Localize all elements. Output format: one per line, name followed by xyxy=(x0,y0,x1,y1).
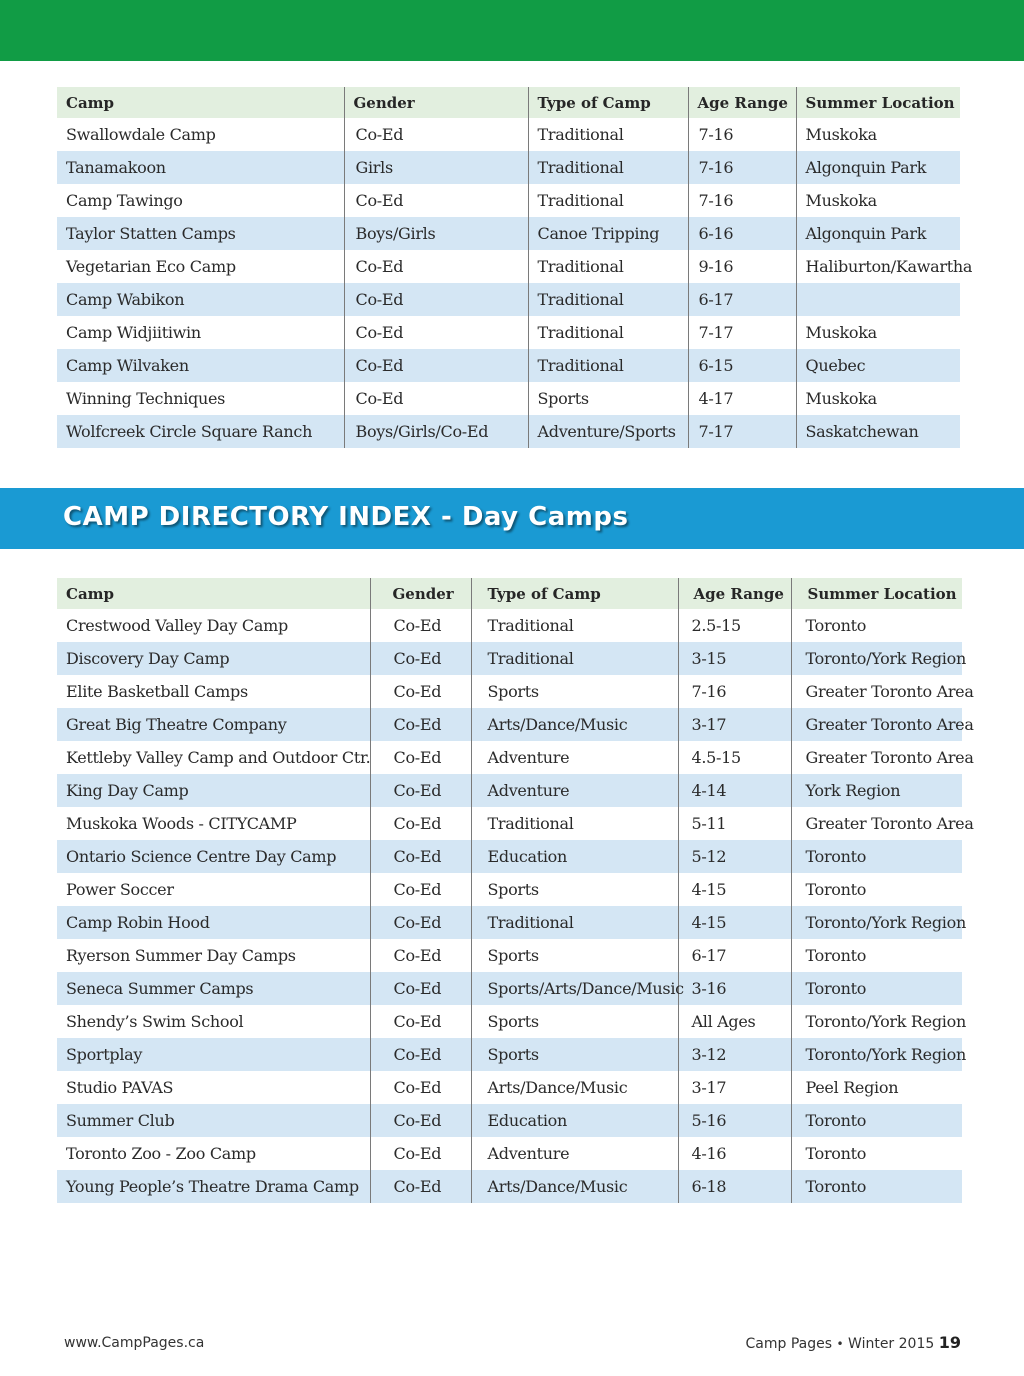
cell-camp: Muskoka Woods - CITYCAMP xyxy=(57,807,370,840)
section-title: CAMP DIRECTORY INDEX - Day Camps xyxy=(63,502,629,532)
cell-camp: Ryerson Summer Day Camps xyxy=(57,939,370,972)
cell-summer-location: Toronto xyxy=(791,873,962,906)
cell-age-range: 3-15 xyxy=(678,642,791,675)
cell-camp: Seneca Summer Camps xyxy=(57,972,370,1005)
table-row xyxy=(57,316,960,349)
cell-gender: Co-Ed xyxy=(370,675,471,708)
cell-summer-location: Greater Toronto Area xyxy=(791,675,962,708)
cell-gender: Boys/Girls/Co-Ed xyxy=(344,415,528,448)
footer-publication: Camp Pages xyxy=(745,1336,833,1352)
header-camp: Camp xyxy=(57,87,344,118)
cell-gender: Co-Ed xyxy=(370,708,471,741)
cell-type-of-camp: Traditional xyxy=(528,118,688,151)
table-row xyxy=(57,972,962,1005)
table-row xyxy=(57,184,960,217)
table-row xyxy=(57,807,962,840)
cell-camp: Summer Club xyxy=(57,1104,370,1137)
cell-camp: Swallowdale Camp xyxy=(57,118,344,151)
header-gender: Gender xyxy=(344,87,528,118)
cell-gender: Co-Ed xyxy=(344,316,528,349)
cell-type-of-camp: Traditional xyxy=(471,642,678,675)
table-row xyxy=(57,642,962,675)
cell-camp: Wolfcreek Circle Square Ranch xyxy=(57,415,344,448)
header-camp: Camp xyxy=(57,578,370,609)
cell-camp: King Day Camp xyxy=(57,774,370,807)
cell-summer-location: Toronto xyxy=(791,609,962,642)
cell-age-range: 2.5-15 xyxy=(678,609,791,642)
footer-bullet: • xyxy=(836,1337,844,1351)
cell-camp: Camp Wabikon xyxy=(57,283,344,316)
cell-type-of-camp: Sports xyxy=(471,873,678,906)
cell-age-range: 5-12 xyxy=(678,840,791,873)
cell-gender: Co-Ed xyxy=(370,873,471,906)
cell-type-of-camp: Sports xyxy=(471,939,678,972)
cell-age-range: 4-15 xyxy=(678,906,791,939)
table-header-row xyxy=(57,87,960,118)
cell-gender: Co-Ed xyxy=(370,1005,471,1038)
cell-summer-location: Greater Toronto Area xyxy=(791,741,962,774)
table-row xyxy=(57,1071,962,1104)
cell-type-of-camp: Sports xyxy=(528,382,688,415)
cell-gender: Co-Ed xyxy=(370,807,471,840)
cell-age-range: 4.5-15 xyxy=(678,741,791,774)
cell-age-range: 3-12 xyxy=(678,1038,791,1071)
cell-type-of-camp: Traditional xyxy=(471,906,678,939)
table-row xyxy=(57,939,962,972)
cell-age-range: 4-16 xyxy=(678,1137,791,1170)
table-row xyxy=(57,1170,962,1203)
cell-gender: Co-Ed xyxy=(344,349,528,382)
top-green-band xyxy=(0,0,1024,61)
cell-type-of-camp: Arts/Dance/Music xyxy=(471,708,678,741)
cell-type-of-camp: Traditional xyxy=(528,349,688,382)
cell-age-range: 6-15 xyxy=(688,349,796,382)
cell-camp: Discovery Day Camp xyxy=(57,642,370,675)
cell-gender: Co-Ed xyxy=(370,1038,471,1071)
cell-gender: Co-Ed xyxy=(370,1170,471,1203)
table-row xyxy=(57,1137,962,1170)
header-summer-location: Summer Location xyxy=(791,578,962,609)
cell-type-of-camp: Education xyxy=(471,1104,678,1137)
table-row xyxy=(57,118,960,151)
cell-gender: Girls xyxy=(344,151,528,184)
page-number: 19 xyxy=(938,1333,961,1352)
cell-gender: Co-Ed xyxy=(370,972,471,1005)
cell-type-of-camp: Adventure/Sports xyxy=(528,415,688,448)
table-row xyxy=(57,873,962,906)
cell-summer-location: Toronto/York Region xyxy=(791,906,962,939)
table-row xyxy=(57,1005,962,1038)
cell-camp: Elite Basketball Camps xyxy=(57,675,370,708)
cell-type-of-camp: Arts/Dance/Music xyxy=(471,1170,678,1203)
table-row xyxy=(57,1038,962,1071)
cell-gender: Co-Ed xyxy=(370,939,471,972)
cell-age-range: 5-11 xyxy=(678,807,791,840)
cell-summer-location: Toronto/York Region xyxy=(791,1005,962,1038)
cell-summer-location: Greater Toronto Area xyxy=(791,708,962,741)
cell-camp: Camp Wilvaken xyxy=(57,349,344,382)
cell-camp: Crestwood Valley Day Camp xyxy=(57,609,370,642)
cell-gender: Co-Ed xyxy=(344,118,528,151)
cell-summer-location: Toronto xyxy=(791,1104,962,1137)
table-row xyxy=(57,349,960,382)
cell-summer-location: Greater Toronto Area xyxy=(791,807,962,840)
cell-type-of-camp: Sports/Arts/Dance/Music xyxy=(471,972,678,1005)
cell-camp: Ontario Science Centre Day Camp xyxy=(57,840,370,873)
cell-camp: Sportplay xyxy=(57,1038,370,1071)
table-row xyxy=(57,708,962,741)
cell-age-range: 9-16 xyxy=(688,250,796,283)
cell-age-range: 3-17 xyxy=(678,1071,791,1104)
cell-gender: Co-Ed xyxy=(370,906,471,939)
cell-summer-location: Toronto xyxy=(791,840,962,873)
cell-summer-location xyxy=(796,283,960,316)
cell-type-of-camp: Adventure xyxy=(471,741,678,774)
cell-gender: Co-Ed xyxy=(344,250,528,283)
cell-age-range: 7-17 xyxy=(688,415,796,448)
cell-gender: Co-Ed xyxy=(370,609,471,642)
cell-gender: Co-Ed xyxy=(344,184,528,217)
cell-summer-location: Muskoka xyxy=(796,184,960,217)
table-row xyxy=(57,283,960,316)
cell-age-range: 6-17 xyxy=(678,939,791,972)
cell-camp: Winning Techniques xyxy=(57,382,344,415)
cell-summer-location: Algonquin Park xyxy=(796,151,960,184)
cell-age-range: 7-16 xyxy=(688,151,796,184)
cell-type-of-camp: Traditional xyxy=(528,250,688,283)
cell-summer-location: Toronto/York Region xyxy=(791,1038,962,1071)
cell-summer-location: Peel Region xyxy=(791,1071,962,1104)
cell-summer-location: Toronto xyxy=(791,1137,962,1170)
cell-age-range: 6-16 xyxy=(688,217,796,250)
cell-summer-location: Toronto xyxy=(791,972,962,1005)
cell-age-range: All Ages xyxy=(678,1005,791,1038)
cell-type-of-camp: Canoe Tripping xyxy=(528,217,688,250)
cell-summer-location: Toronto/York Region xyxy=(791,642,962,675)
table-row xyxy=(57,1104,962,1137)
cell-gender: Boys/Girls xyxy=(344,217,528,250)
table-row xyxy=(57,840,962,873)
day-camps-table xyxy=(57,578,974,1203)
cell-type-of-camp: Education xyxy=(471,840,678,873)
cell-type-of-camp: Arts/Dance/Music xyxy=(471,1071,678,1104)
cell-type-of-camp: Sports xyxy=(471,1005,678,1038)
cell-type-of-camp: Traditional xyxy=(528,316,688,349)
cell-gender: Co-Ed xyxy=(344,382,528,415)
cell-age-range: 4-17 xyxy=(688,382,796,415)
cell-gender: Co-Ed xyxy=(370,840,471,873)
cell-camp: Camp Robin Hood xyxy=(57,906,370,939)
table-row xyxy=(57,151,960,184)
cell-summer-location: Muskoka xyxy=(796,118,960,151)
cell-camp: Camp Tawingo xyxy=(57,184,344,217)
header-age-range: Age Range xyxy=(678,578,791,609)
cell-camp: Young People’s Theatre Drama Camp xyxy=(57,1170,370,1203)
overnight-camps-table xyxy=(57,87,973,448)
cell-gender: Co-Ed xyxy=(370,741,471,774)
table-row xyxy=(57,906,962,939)
cell-type-of-camp: Adventure xyxy=(471,1137,678,1170)
header-summer-location: Summer Location xyxy=(796,87,960,118)
cell-gender: Co-Ed xyxy=(370,642,471,675)
cell-camp: Great Big Theatre Company xyxy=(57,708,370,741)
cell-type-of-camp: Traditional xyxy=(528,184,688,217)
cell-age-range: 5-16 xyxy=(678,1104,791,1137)
cell-gender: Co-Ed xyxy=(370,1137,471,1170)
footer-page-info xyxy=(746,1333,961,1352)
cell-type-of-camp: Traditional xyxy=(528,151,688,184)
cell-type-of-camp: Traditional xyxy=(528,283,688,316)
cell-summer-location: Toronto xyxy=(791,939,962,972)
cell-age-range: 4-15 xyxy=(678,873,791,906)
cell-camp: Tanamakoon xyxy=(57,151,344,184)
header-gender: Gender xyxy=(370,578,471,609)
table-row xyxy=(57,250,960,283)
table-row xyxy=(57,741,962,774)
cell-summer-location: Haliburton/Kawartha xyxy=(796,250,960,283)
cell-camp: Camp Widjiitiwin xyxy=(57,316,344,349)
section-banner xyxy=(0,488,1024,549)
table-row xyxy=(57,609,962,642)
footer-issue: Winter 2015 xyxy=(848,1336,935,1352)
footer-url: www.CampPages.ca xyxy=(64,1335,205,1351)
cell-camp: Kettleby Valley Camp and Outdoor Ctr. xyxy=(57,741,370,774)
cell-gender: Co-Ed xyxy=(370,1071,471,1104)
table-header-row xyxy=(57,578,962,609)
cell-type-of-camp: Traditional xyxy=(471,609,678,642)
cell-age-range: 6-17 xyxy=(688,283,796,316)
cell-summer-location: Muskoka xyxy=(796,316,960,349)
cell-age-range: 3-17 xyxy=(678,708,791,741)
cell-gender: Co-Ed xyxy=(370,1104,471,1137)
cell-camp: Toronto Zoo - Zoo Camp xyxy=(57,1137,370,1170)
table-row xyxy=(57,382,960,415)
cell-gender: Co-Ed xyxy=(370,774,471,807)
cell-summer-location: York Region xyxy=(791,774,962,807)
header-age-range: Age Range xyxy=(688,87,796,118)
header-type-of-camp: Type of Camp xyxy=(471,578,678,609)
cell-age-range: 6-18 xyxy=(678,1170,791,1203)
table-row xyxy=(57,415,960,448)
table-row xyxy=(57,217,960,250)
table-row xyxy=(57,675,962,708)
cell-age-range: 3-16 xyxy=(678,972,791,1005)
cell-type-of-camp: Traditional xyxy=(471,807,678,840)
cell-camp: Shendy’s Swim School xyxy=(57,1005,370,1038)
cell-type-of-camp: Sports xyxy=(471,675,678,708)
cell-summer-location: Algonquin Park xyxy=(796,217,960,250)
cell-age-range: 7-17 xyxy=(688,316,796,349)
cell-age-range: 7-16 xyxy=(678,675,791,708)
cell-camp: Taylor Statten Camps xyxy=(57,217,344,250)
cell-summer-location: Muskoka xyxy=(796,382,960,415)
cell-age-range: 4-14 xyxy=(678,774,791,807)
cell-type-of-camp: Sports xyxy=(471,1038,678,1071)
cell-age-range: 7-16 xyxy=(688,118,796,151)
cell-camp: Studio PAVAS xyxy=(57,1071,370,1104)
cell-summer-location: Quebec xyxy=(796,349,960,382)
cell-camp: Power Soccer xyxy=(57,873,370,906)
cell-gender: Co-Ed xyxy=(344,283,528,316)
cell-summer-location: Toronto xyxy=(791,1170,962,1203)
cell-age-range: 7-16 xyxy=(688,184,796,217)
header-type-of-camp: Type of Camp xyxy=(528,87,688,118)
cell-camp: Vegetarian Eco Camp xyxy=(57,250,344,283)
cell-type-of-camp: Adventure xyxy=(471,774,678,807)
cell-summer-location: Saskatchewan xyxy=(796,415,960,448)
table-row xyxy=(57,774,962,807)
